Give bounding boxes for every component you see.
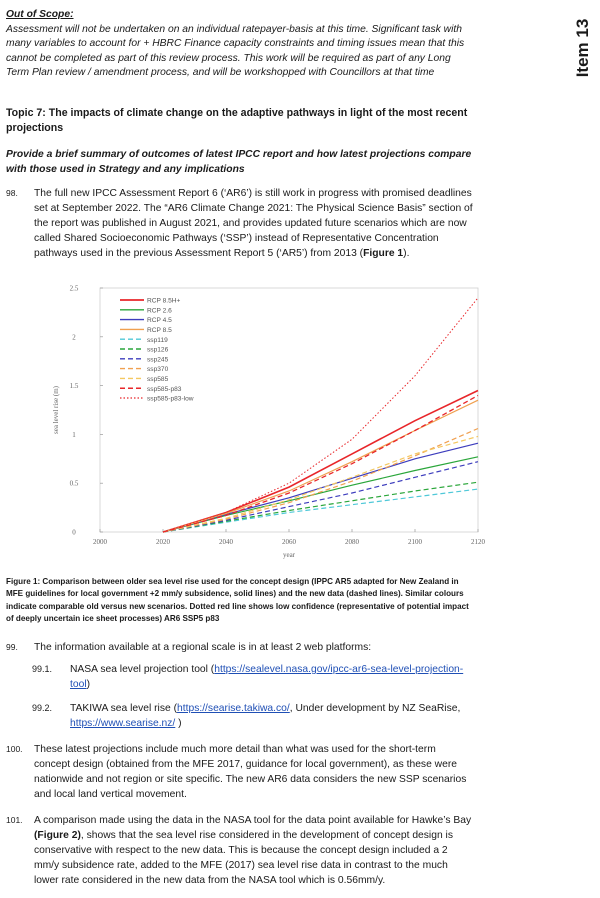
- figure-reference: (Figure 2): [34, 830, 81, 841]
- paragraph-line: set at September 2022. The “AR6 Climate Change 2021: The Physical Science Basis” section of: [34, 203, 473, 214]
- legend-label: ssp585-p83: [147, 385, 182, 393]
- legend-label: RCP 8.5: [147, 327, 172, 334]
- y-tick-label: 2.5: [69, 284, 79, 293]
- paragraph-line: nationwide and not region or site specific. The new AR6 data considers the new SSP scenarios: [34, 774, 467, 785]
- line-text: TAKIWA sea level rise (: [70, 703, 178, 714]
- paragraph-line: lower rate considered in the new data from the NASA tool which is 0.56mm/y.: [34, 875, 386, 886]
- figure-caption: [6, 576, 574, 626]
- topic-heading: [6, 106, 546, 136]
- figure-reference: Figure 1: [363, 248, 404, 259]
- paragraph-99-1: [32, 662, 577, 694]
- series-line-ssp119: [163, 489, 478, 532]
- paragraph-number: 98.: [6, 188, 18, 198]
- brief-line: with those used in Strategy and any implications: [6, 164, 245, 175]
- caption-line: indicate comparable old versus new scenarios. Dotted red line shows low confidence (representative of potential impact: [6, 601, 469, 611]
- nasa-tool-link-continued[interactable]: tool: [70, 679, 87, 690]
- legend-label: ssp245: [147, 356, 169, 364]
- paragraph-text: [70, 701, 577, 731]
- line-text: , Under development by NZ SeaRise,: [289, 703, 461, 714]
- line-text: pathways used in the previous Assessment Report 5 (‘AR5’) from 2013 (: [34, 248, 364, 259]
- x-tick-label: 2100: [408, 538, 422, 546]
- sea-level-rise-chart: [48, 278, 500, 570]
- caption-line: Figure 1: Comparison between older sea level rise used for the concept design (IPPC AR5 adapted for New Zealand in: [6, 577, 459, 586]
- out-of-scope-line: cannot be completed as part of this review process. This work will be required as part of any Long: [6, 52, 451, 64]
- legend-label: RCP 4.5: [147, 317, 172, 325]
- series-line-ssp585-p83-low: [163, 298, 478, 532]
- brief-question: [6, 147, 566, 177]
- nasa-tool-link[interactable]: https://sealevel.nasa.gov/ipcc-ar6-sea-level-projection-: [214, 664, 464, 675]
- sea-level-rise-chart-svg: [48, 278, 500, 570]
- paragraph-99: [6, 640, 576, 656]
- paragraph-text: [34, 813, 576, 888]
- item-tab: [568, 6, 598, 91]
- caption-line: of deeply uncertain ice sheet processes) AR6 SSP5 p83: [6, 614, 220, 624]
- topic-line: projections: [6, 122, 64, 134]
- y-tick-label: 1.5: [69, 382, 79, 391]
- plot-frame: [100, 288, 478, 532]
- paragraph-line: These latest projections include much more detail than what was used for the short-term: [34, 744, 436, 755]
- series-line-rcp-2-6: [163, 457, 478, 532]
- paragraph-101: [6, 813, 576, 893]
- y-tick-label: 0.5: [69, 479, 79, 488]
- line-text: , shows that the sea level rise considered in the development of concept design is: [80, 830, 453, 841]
- item-tab-label: Item 13: [573, 18, 592, 78]
- paragraph-number: 99.2.: [32, 703, 53, 713]
- legend-label: ssp585: [147, 376, 169, 383]
- paragraph-text: [34, 186, 576, 261]
- legend-label: ssp119: [147, 336, 168, 344]
- series-line-ssp585-p83: [163, 395, 478, 532]
- line-end: ): [86, 679, 91, 690]
- paragraph-line: and local land vertical movement.: [34, 789, 187, 800]
- paragraph-line: The full new IPCC Assessment Report 6 (‘AR6’) is still work in progress with promised deadlines: [34, 188, 472, 199]
- paragraph-99-2: [32, 701, 577, 733]
- line-end: ): [175, 718, 182, 729]
- out-of-scope-line: Term Plan review / amendment process, and will be workshopped with Councillors at that time: [6, 67, 435, 79]
- paragraph-line: [70, 701, 577, 716]
- legend-label: RCP 8.5H+: [147, 297, 181, 305]
- paragraph-line: conservative with respect to the new data. This is because the concept design included a 2: [34, 845, 448, 856]
- series-line-rcp-8-5h-: [163, 391, 478, 533]
- out-of-scope-line: Assessment will not be undertaken on an individual ratepayer-basis at this time. Significant task with: [6, 23, 462, 35]
- legend-label: ssp126: [147, 346, 169, 354]
- legend-label: ssp370: [147, 366, 169, 374]
- y-axis-label: sea level rise (m): [52, 385, 60, 435]
- paragraph-number: 99.: [6, 642, 18, 652]
- out-of-scope-heading: Out of Scope:: [6, 9, 74, 20]
- paragraph-text: The information available at a regional scale is in at least 2 web platforms:: [34, 642, 372, 653]
- x-tick-label: 2020: [156, 538, 170, 546]
- x-tick-label: 2120: [471, 538, 485, 546]
- x-tick-label: 2080: [345, 538, 359, 546]
- out-of-scope-line: many variables to account for + HBRC Finance capacity constraints and timing issues mean that this: [6, 38, 465, 50]
- paragraph-line: the report was published in August 2021, and provides updated future scenarios which are now: [34, 218, 467, 229]
- caption-line: MFE guidelines for local government +2 mm/y subsidence, solid lines) and the new data (dashed lines). Similar colours: [6, 589, 464, 599]
- paragraph-text: [34, 742, 576, 802]
- paragraph-line: [70, 662, 577, 677]
- x-tick-label: 2040: [219, 538, 233, 546]
- paragraph-line: [70, 677, 577, 692]
- paragraph-number: 101.: [6, 815, 23, 825]
- series-line-ssp370: [163, 429, 478, 533]
- x-axis-label: year: [282, 551, 296, 559]
- paragraph-line: mm/y subsidence rate, added to the MFE (2017) sea level rise data in contrast to the much: [34, 860, 448, 871]
- paragraph-100: [6, 742, 576, 804]
- paragraph-line: [34, 828, 576, 843]
- paragraph-line: [70, 716, 577, 731]
- paragraph-line: A comparison made using the data in the NASA tool for the data point available for Hawke’s Bay: [34, 815, 472, 826]
- topic-line: Topic 7: The impacts of climate change on the adaptive pathways in light of the most recent: [6, 107, 468, 119]
- x-tick-label: 2000: [93, 538, 107, 546]
- paragraph-98: [6, 186, 576, 266]
- paragraph-number: 100.: [6, 744, 23, 754]
- out-of-scope-block: [6, 8, 551, 81]
- paragraph-line: concept design (obtained from the MFE 2017, guidance for local government), as these were: [34, 759, 457, 770]
- y-tick-label: 0: [72, 528, 76, 537]
- y-tick-label: 2: [72, 333, 76, 342]
- legend-label: RCP 2.6: [147, 307, 172, 315]
- paragraph-line: [34, 246, 576, 261]
- series-line-rcp-8-5: [163, 400, 478, 532]
- line-text: NASA sea level projection tool (: [70, 664, 215, 675]
- takiwa-link[interactable]: https://searise.takiwa.co/: [177, 703, 290, 714]
- series-line-ssp126: [163, 482, 478, 532]
- paragraph-text: [70, 662, 577, 692]
- y-tick-label: 1: [72, 430, 76, 439]
- x-tick-label: 2060: [282, 538, 296, 546]
- paragraph-line: called Shared Socioeconomic Pathways (‘SSP’) instead of Representative Concentration: [34, 233, 439, 244]
- paragraph-number: 99.1.: [32, 664, 53, 674]
- searise-link[interactable]: https://www.searise.nz/: [70, 718, 176, 729]
- line-end: ).: [403, 248, 410, 259]
- legend-label: ssp585-p83-low: [147, 395, 194, 403]
- brief-line: Provide a brief summary of outcomes of latest IPCC report and how latest projections compare: [6, 149, 472, 160]
